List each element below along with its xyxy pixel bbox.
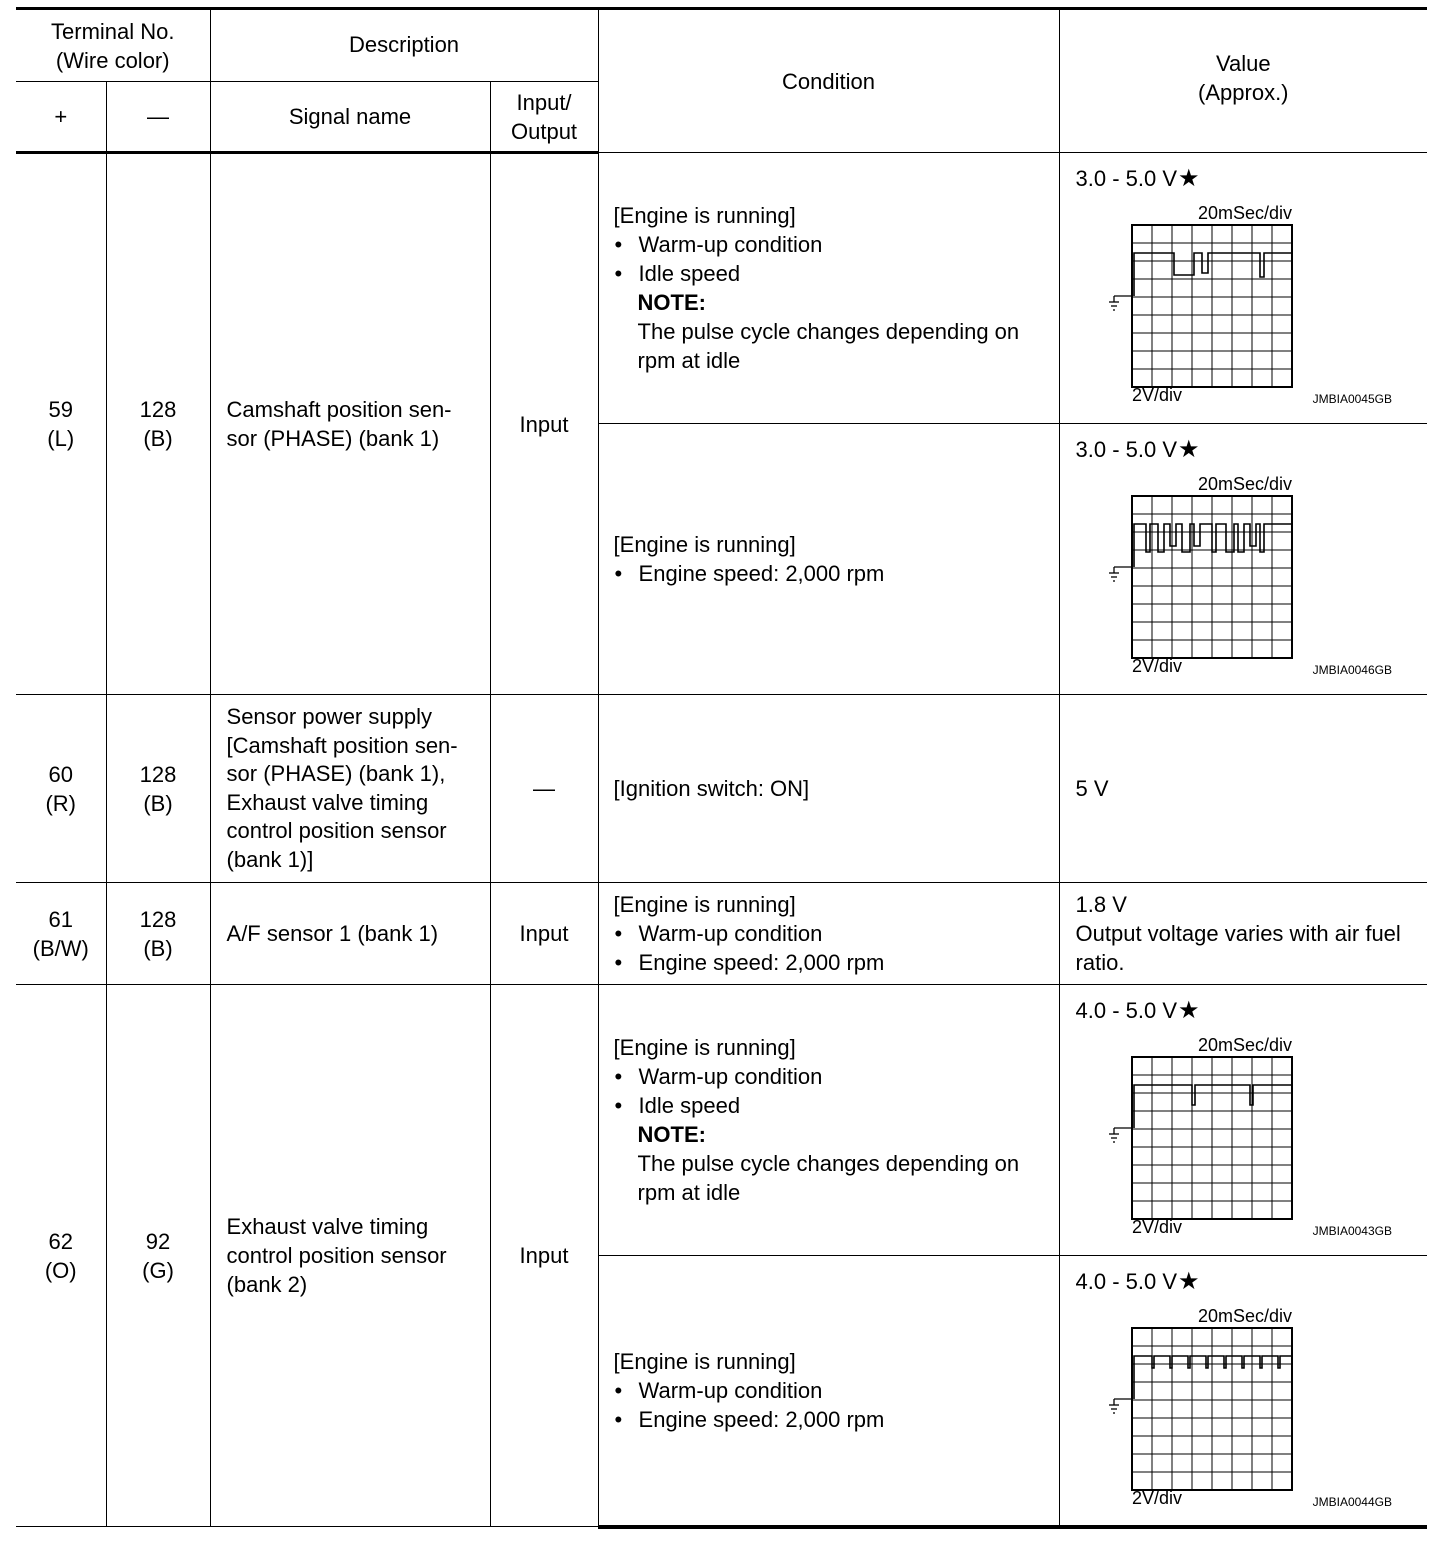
condition-header: Condition [598,9,1059,153]
plus-header: + [16,82,106,153]
list-item: • Idle speed [614,1093,741,1118]
scope-grid [1132,225,1292,387]
wire-color-label: (Wire color) [55,47,170,73]
value-59-2000rpm [1059,424,1427,695]
terminal-plus-59: 59 (L) [16,153,106,695]
value-text: 4.0 - 5.0 V [1075,997,1178,1023]
io-62: Input [490,985,598,1527]
signal-name-59: Camshaft position sen- sor (PHASE) (bank 1) [210,153,490,695]
star-icon: ★ [1178,435,1200,463]
signal-name-header: Signal name [210,82,490,153]
value-60: 5 V [1059,695,1427,883]
value-text: 3.0 - 5.0 V [1075,165,1178,191]
terminal-plus-62: 62 (O) [16,985,106,1527]
list-item: • Warm-up condition [614,1064,823,1089]
waveform-trace [1134,524,1292,567]
io-60: — [490,695,598,883]
list-item: • Idle speed [614,261,741,286]
io-61: Input [490,883,598,985]
condition-62-2000rpm: [Engine is running] • Warm-up condition • Engine speed: 2,000 rpm [598,1256,1059,1527]
terminal-minus-59: 128 (B) [106,153,210,695]
condition-62-idle: [Engine is running] • Warm-up condition • Idle speed NOTE: The pulse cycle changes depending on rpm at idle [598,985,1059,1256]
note-block: NOTE: The pulse cycle changes depending on rpm at idle [637,290,1020,373]
approx-label: (Approx.) [1198,80,1289,105]
figure-code-label: JMBIA0044GB [1312,1495,1392,1509]
oscilloscope-waveform [1076,193,1406,419]
terminal-no-label: Terminal No. [51,18,175,44]
time-div-label: 20mSec/div [1197,1306,1292,1326]
value-header [1059,9,1427,153]
value-59-idle [1059,153,1427,424]
oscilloscope-waveform [1076,1025,1406,1251]
terminal-spec-table [16,7,1427,1529]
list-item: • Warm-up condition [614,232,823,257]
list-item: • Warm-up condition [614,921,823,946]
ground-symbol-icon [1109,1128,1131,1142]
value-62-idle [1059,985,1427,1256]
waveform-trace [1134,1356,1292,1399]
time-div-label: 20mSec/div [1197,1035,1292,1055]
figure-code-label: JMBIA0043GB [1312,1224,1392,1238]
terminal-plus-61: 61 (B/W) [16,883,106,985]
condition-60: [Ignition switch: ON] [598,695,1059,883]
waveform-trace [1134,253,1292,296]
figure-code-label: JMBIA0046GB [1312,663,1392,677]
list-item: • Engine speed: 2,000 rpm [614,1406,885,1432]
star-icon: ★ [1178,996,1200,1024]
terminal-minus-62: 92 (G) [106,985,210,1527]
condition-61: [Engine is running] • Warm-up condition • Engine speed: 2,000 rpm [598,883,1059,985]
note-block: NOTE: The pulse cycle changes depending on rpm at idle [637,1122,1020,1205]
condition-59-idle: [Engine is running] • Warm-up condition • Idle speed NOTE: The pulse cycle changes depending on rpm at idle [598,153,1059,424]
ground-symbol-icon [1109,296,1131,310]
ground-symbol-icon [1109,1399,1131,1413]
oscilloscope-waveform [1076,1296,1406,1522]
oscilloscope-waveform [1076,464,1406,690]
list-item: • Engine speed: 2,000 rpm [614,950,885,975]
volt-div-label: 2V/div [1131,1488,1182,1508]
star-icon: ★ [1178,1267,1200,1295]
signal-name-61: A/F sensor 1 (bank 1) [210,883,490,985]
value-text: 3.0 - 5.0 V [1075,436,1178,462]
signal-name-62: Exhaust valve timing control position sensor (bank 2) [210,985,490,1527]
list-item: • Warm-up condition [614,1377,823,1403]
terminal-no-header [16,9,210,82]
star-icon: ★ [1178,164,1200,192]
scope-grid [1132,1057,1292,1219]
terminal-plus-60: 60 (R) [16,695,106,883]
terminal-minus-60: 128 (B) [106,695,210,883]
value-text: 4.0 - 5.0 V [1075,1268,1178,1294]
scope-grid [1132,496,1292,658]
minus-header: — [106,82,210,153]
terminal-minus-61: 128 (B) [106,883,210,985]
scope-grid [1132,1328,1292,1490]
list-item: • Engine speed: 2,000 rpm [614,561,885,586]
volt-div-label: 2V/div [1131,385,1182,405]
value-61: 1.8 V Output voltage varies with air fuel ratio. [1059,883,1427,985]
io-header: Input/ Output [490,82,598,153]
value-62-2000rpm [1059,1256,1427,1527]
ground-symbol-icon [1109,567,1131,581]
description-header: Description [210,9,598,82]
signal-name-60: Sensor power supply [Camshaft position sen- sor (PHASE) (bank 1), Exhaust valve timing control position sensor (bank 1)] [210,695,490,883]
time-div-label: 20mSec/div [1197,203,1292,223]
time-div-label: 20mSec/div [1197,474,1292,494]
io-59: Input [490,153,598,695]
condition-59-2000rpm: [Engine is running] • Engine speed: 2,000 rpm [598,424,1059,695]
figure-code-label: JMBIA0045GB [1312,392,1392,406]
volt-div-label: 2V/div [1131,1217,1182,1237]
volt-div-label: 2V/div [1131,656,1182,676]
value-label: Value [1215,51,1271,76]
waveform-trace [1134,1085,1292,1128]
